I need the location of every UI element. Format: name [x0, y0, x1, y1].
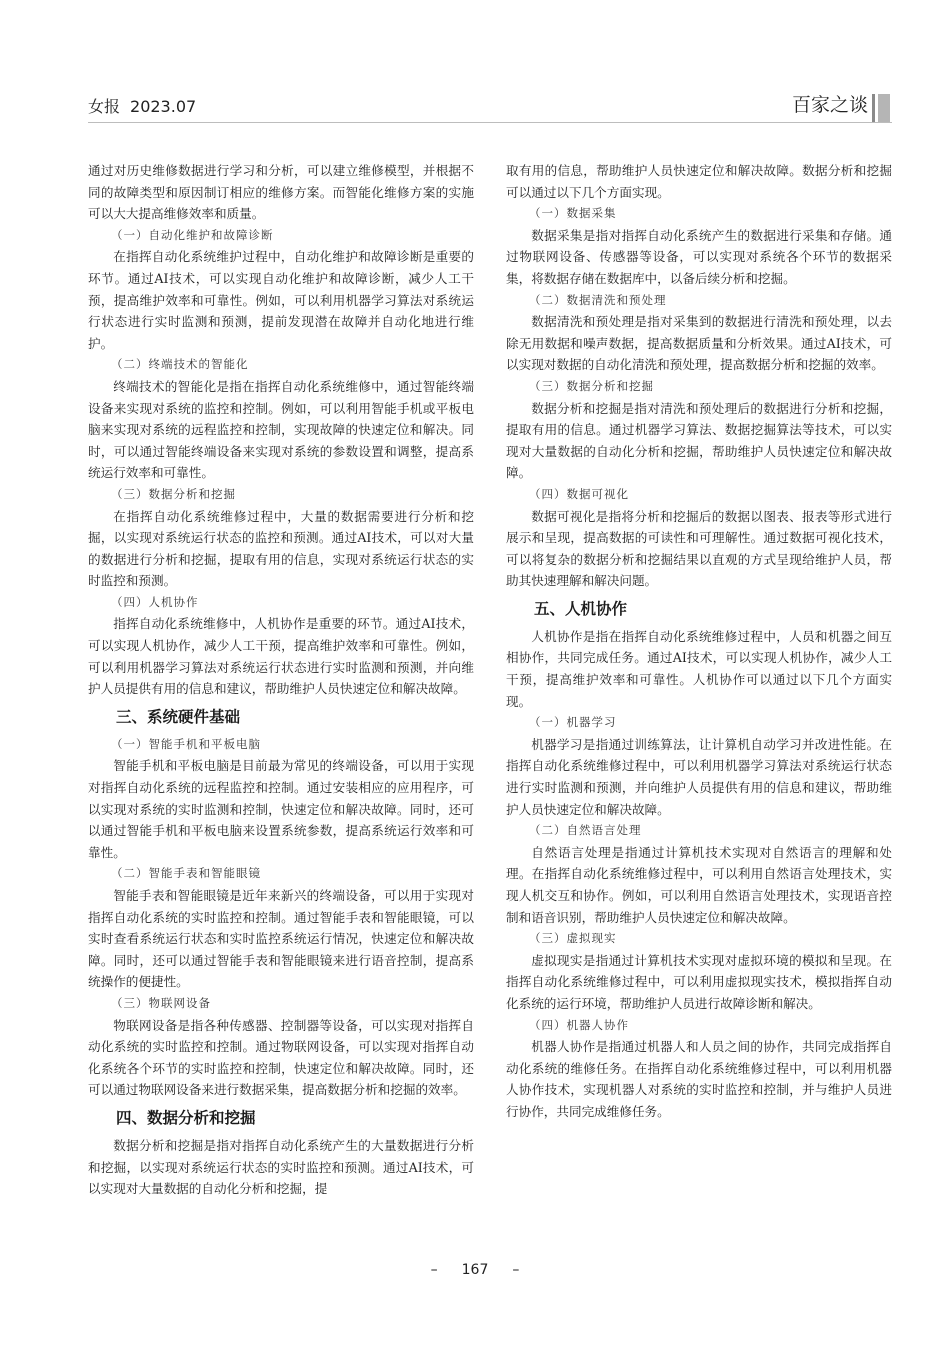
subsection-heading: （一）自动化维护和故障诊断 [111, 227, 274, 242]
body-paragraph: 终端技术的智能化是指在指挥自动化系统维修中，通过智能终端设备来实现对系统的监控和控制。例如，可以利用智能手机或平板电脑来实现对系统的远程监控和控制，实现故障的快速定位和解决。同时，可以通过智能终端设备来实现对系统的参数设置和调整，提高系统运行效率和可靠性。 [88, 378, 474, 481]
subsection-heading: （三）物联网设备 [111, 995, 211, 1010]
body-paragraph: 在指挥自动化系统维修过程中，大量的数据需要进行分析和挖掘，以实现对系统运行状态的监控和预测。通过AI技术，可以对大量的数据进行分析和挖掘，提取有用的信息，实现对系统运行状态的实时监控和预测。 [88, 508, 474, 589]
body-paragraph: 数据清洗和预处理是指对采集到的数据进行清洗和预处理，以去除无用数据和噪声数据，提高数据质量和分析效果。通过AI技术，可以实现对数据的自动化清洗和预处理，提高数据分析和挖掘的效率。 [506, 314, 892, 373]
page-footer [0, 1262, 950, 1278]
body-paragraph: 机器学习是指通过训练算法，让计算机自动学习并改进性能。在指挥自动化系统维修过程中，可以利用机器学习算法对系统运行状态进行实时监测和预测，并向维护人员提供有用的信息和建议，帮助维护人员快速定位和解决故障。 [506, 736, 892, 817]
subsection-heading: （四）机器人协作 [529, 1017, 629, 1032]
body-paragraph: 智能手表和智能眼镜是近年来新兴的终端设备，可以用于实现对指挥自动化系统的实时监控和控制。通过智能手表和智能眼镜，可以实时查看系统运行状态和实时监控系统运行情况，快速定位和解决故障。同时，还可以通过智能手表和智能眼镜来进行语音控制，提高系统操作的便捷性。 [88, 888, 474, 990]
header-decoration-bars [872, 94, 892, 122]
body-paragraph: 机器人协作是指通过机器人和人员之间的协作，共同完成指挥自动化系统的维修任务。在指挥自动化系统维修过程中，可以利用机器人协作技术，实现机器人对系统的实时监控和控制，并与维护人员进行协作，共同完成维修任务。 [506, 1039, 892, 1119]
body-paragraph: 物联网设备是指各种传感器、控制器等设备，可以实现对指挥自动化系统的实时监控和控制。通过物联网设备，可以实现对指挥自动化系统各个环节的实时监控和控制，快速定位和解决故障。同时，还可以通过物联网设备来进行数据采集，提高数据分析和挖掘的效率。 [88, 1017, 474, 1098]
body-paragraph: 数据分析和挖掘是指对指挥自动化系统产生的大量数据进行分析和挖掘，以实现对系统运行状态的实时监控和预测。通过AI技术，可以实现对大量数据的自动化分析和挖掘，提 [88, 1137, 474, 1197]
subsection-heading: （四）数据可视化 [529, 486, 629, 501]
header-rule [88, 122, 892, 123]
body-paragraph: 人机协作是指在指挥自动化系统维修过程中，人员和机器之间互相协作，共同完成任务。通过AI技术，可以实现人机协作，减少人工干预，提高维护效率和可靠性。人机协作可以通过以下几个方面实现。 [506, 628, 892, 709]
column-title: 百家之谈 [791, 94, 868, 116]
journal-issue: 2023.07 [130, 97, 197, 116]
body-paragraph: 指挥自动化系统维修中，人机协作是重要的环节。通过AI技术，可以实现人机协作，减少人工干预，提高维护效率和可靠性。例如，可以利用机器学习算法对系统运行状态进行实时监测和预测，并向维护人员提供有用的信息和建议，帮助维护人员快速定位和解决故障。 [88, 616, 474, 697]
body-paragraph: 数据采集是指对指挥自动化系统产生的数据进行采集和存储。通过物联网设备、传感器等设备，可以实现对系统各个环节的数据采集，将数据存储在数据库中，以备后续分析和挖掘。 [506, 227, 892, 286]
page-number: 167 [461, 1262, 489, 1278]
section-heading: 四、数据分析和挖掘 [116, 1108, 256, 1127]
subsection-heading: （一）智能手机和平板电脑 [111, 736, 261, 751]
section-heading: 五、人机协作 [534, 599, 628, 618]
subsection-heading: （一）数据采集 [529, 206, 617, 221]
subsection-heading: （三）虚拟现实 [529, 931, 617, 946]
subsection-heading: （二）数据清洗和预处理 [529, 292, 667, 307]
body-paragraph: 在指挥自动化系统维护过程中，自动化维护和故障诊断是重要的环节。通过AI技术，可以实现自动化维护和故障诊断，减少人工干预，提高维护效率和可靠性。例如，可以利用机器学习算法对系统运行状态进行实时监测和预测，提前发现潜在故障并自动化地进行维护。 [88, 249, 474, 351]
subsection-heading: （二）终端技术的智能化 [111, 357, 249, 372]
subsection-heading: （四）人机协作 [111, 594, 199, 609]
body-paragraph: 通过对历史维修数据进行学习和分析，可以建立维修模型，并根据不同的故障类型和原因制订相应的维修方案。而智能化维修方案的实施可以大大提高维修效率和质量。 [88, 163, 474, 222]
footer-dash-right: – [512, 1262, 520, 1278]
journal-header [88, 94, 196, 117]
left-column [88, 160, 474, 1200]
subsection-heading: （三）数据分析和挖掘 [111, 486, 236, 501]
body-paragraph: 取有用的信息，帮助维护人员快速定位和解决故障。数据分析和挖掘可以通过以下几个方面实现。 [506, 163, 892, 200]
subsection-heading: （二）智能手表和智能眼镜 [111, 866, 261, 881]
section-heading: 三、系统硬件基础 [116, 707, 241, 726]
body-paragraph: 智能手机和平板电脑是目前最为常见的终端设备，可以用于实现对指挥自动化系统的远程监控和控制。通过安装相应的应用程序，可以实现对系统的实时监测和控制，快速定位和解决故障。同时，还可以通过智能手机和平板电脑来设置系统参数，提高系统运行效率和可靠性。 [88, 758, 474, 860]
body-paragraph: 数据可视化是指将分析和挖掘后的数据以图表、报表等形式进行展示和呈现，提高数据的可读性和可理解性。通过数据可视化技术，可以将复杂的数据分析和挖掘结果以直观的方式呈现给维护人员，帮助其快速理解和解决问题。 [506, 508, 892, 589]
subsection-heading: （三）数据分析和挖掘 [529, 378, 654, 393]
subsection-heading: （一）机器学习 [529, 715, 617, 730]
footer-dash-left: – [430, 1262, 438, 1278]
right-column [506, 160, 892, 1123]
body-paragraph: 自然语言处理是指通过计算机技术实现对自然语言的理解和处理。在指挥自动化系统维修过程中，可以利用自然语言处理技术，实现人机交互和协作。例如，可以利用自然语言处理技术，实现语音控制和语音识别，帮助维护人员快速定位和解决故障。 [506, 844, 892, 925]
subsection-heading: （二）自然语言处理 [529, 823, 642, 838]
body-paragraph: 虚拟现实是指通过计算机技术实现对虚拟环境的模拟和呈现。在指挥自动化系统维修过程中，可以利用虚拟现实技术，模拟指挥自动化系统的运行环境，帮助维护人员进行故障诊断和解决。 [506, 952, 892, 1011]
body-paragraph: 数据分析和挖掘是指对清洗和预处理后的数据进行分析和挖掘，提取有用的信息。通过机器学习算法、数据挖掘算法等技术，可以实现对大量数据的自动化分析和挖掘，帮助维护人员快速定位和解决故障。 [506, 400, 892, 481]
journal-name: 女报 [88, 97, 121, 116]
